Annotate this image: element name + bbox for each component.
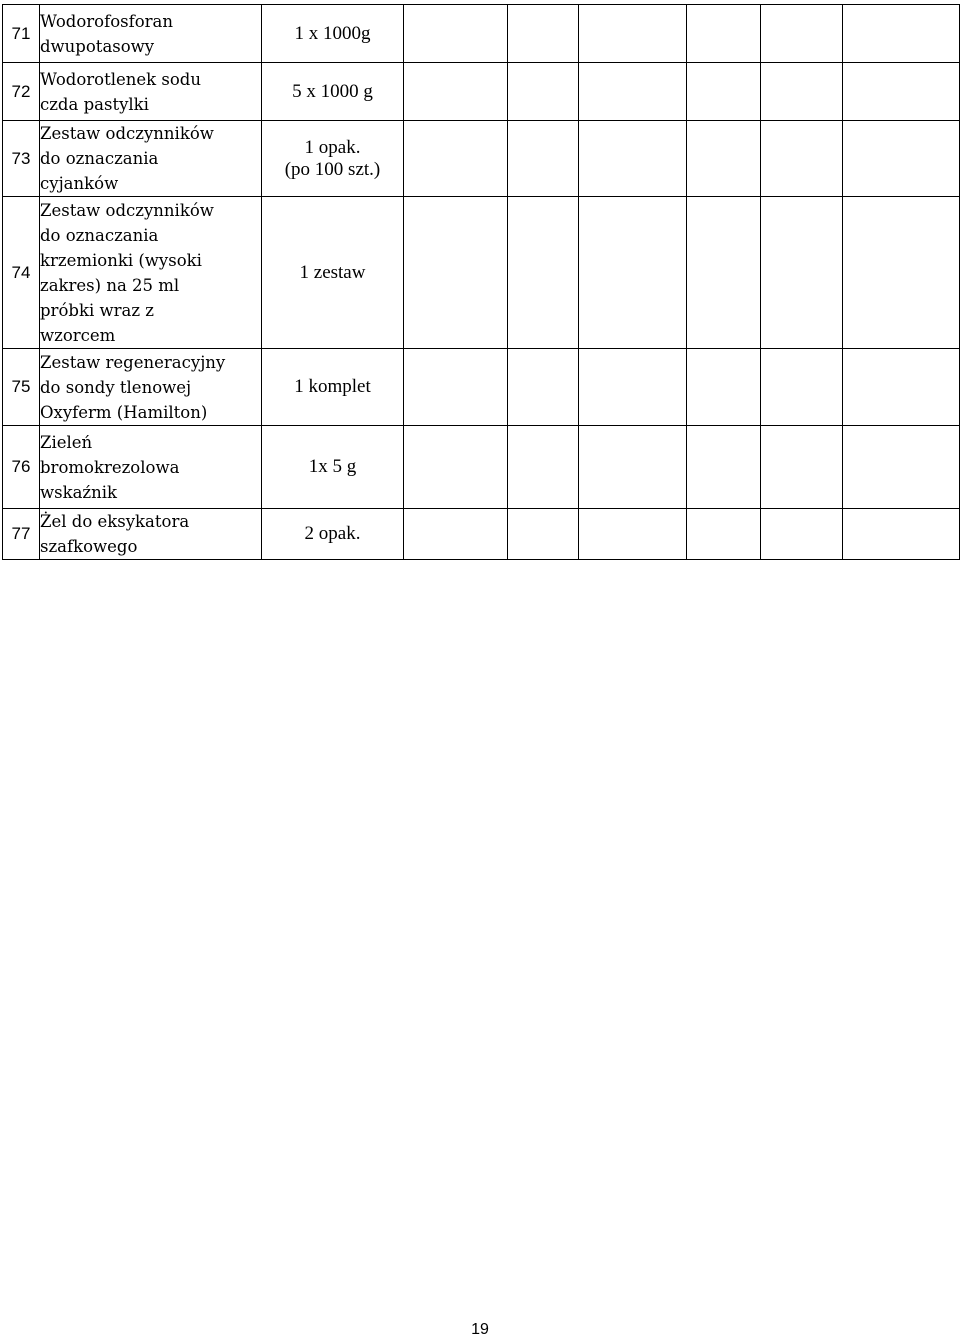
table-row xyxy=(3,509,960,560)
product-name-line: Wodorotlenek sodu xyxy=(40,69,201,89)
product-name xyxy=(40,63,262,121)
empty-cell xyxy=(579,426,687,509)
empty-cell xyxy=(508,121,579,197)
empty-cell xyxy=(687,349,761,426)
empty-cell xyxy=(404,63,508,121)
empty-cell xyxy=(687,63,761,121)
quantity-line: 1 opak. xyxy=(304,136,361,158)
product-name-line: bromokrezolowa xyxy=(40,457,180,477)
quantity-line: (po 100 szt.) xyxy=(284,158,381,180)
empty-cell xyxy=(508,63,579,121)
table-row xyxy=(3,63,960,121)
empty-cell xyxy=(761,63,843,121)
product-name-line: Wodorofosforan xyxy=(40,11,173,31)
quantity xyxy=(262,426,404,509)
product-name-line: próbki wraz z xyxy=(40,300,154,320)
empty-cell xyxy=(761,197,843,349)
product-name-line: do oznaczania xyxy=(40,225,159,245)
product-name-line: dwupotasowy xyxy=(40,36,155,56)
product-name-line: Zestaw odczynników xyxy=(40,200,214,220)
table-row xyxy=(3,121,960,197)
empty-cell xyxy=(404,349,508,426)
product-name-line: krzemionki (wysoki xyxy=(40,250,202,270)
quantity xyxy=(262,5,404,63)
product-name-line: cyjanków xyxy=(40,174,119,193)
empty-cell xyxy=(404,197,508,349)
empty-cell xyxy=(687,121,761,197)
quantity xyxy=(262,349,404,426)
row-number: 72 xyxy=(3,63,40,121)
empty-cell xyxy=(843,5,960,63)
table-row xyxy=(3,5,960,63)
quantity xyxy=(262,121,404,197)
empty-cell xyxy=(508,426,579,509)
product-name-line: do sondy tlenowej xyxy=(40,377,192,397)
product-name-line: wzorcem xyxy=(40,325,116,345)
empty-cell xyxy=(579,5,687,63)
empty-cell xyxy=(579,121,687,197)
row-number: 73 xyxy=(3,121,40,197)
quantity-line: 1x 5 g xyxy=(308,456,357,477)
empty-cell xyxy=(687,426,761,509)
product-name-line: Zieleń xyxy=(40,432,93,452)
row-number: 75 xyxy=(3,349,40,426)
empty-cell xyxy=(508,349,579,426)
empty-cell xyxy=(843,426,960,509)
product-name xyxy=(40,349,262,426)
page-number: 19 xyxy=(471,1321,489,1338)
product-name-line: Żel do eksykatora xyxy=(40,512,190,531)
empty-cell xyxy=(579,197,687,349)
product-name-line: Oxyferm (Hamilton) xyxy=(40,402,208,422)
quantity xyxy=(262,509,404,560)
product-name xyxy=(40,426,262,509)
product-name-line: czda pastylki xyxy=(40,94,149,114)
empty-cell xyxy=(404,509,508,560)
empty-cell xyxy=(404,5,508,63)
empty-cell xyxy=(508,197,579,349)
table-row xyxy=(3,197,960,349)
empty-cell xyxy=(843,509,960,560)
product-name-line: Zestaw odczynników xyxy=(40,124,214,143)
quantity xyxy=(262,197,404,349)
product-name-line: do oznaczania xyxy=(40,149,159,168)
empty-cell xyxy=(843,349,960,426)
product-name xyxy=(40,509,262,560)
empty-cell xyxy=(843,121,960,197)
quantity-line: 1 komplet xyxy=(294,376,371,397)
empty-cell xyxy=(843,197,960,349)
order-table xyxy=(2,4,960,560)
product-name xyxy=(40,5,262,63)
quantity-line: 5 x 1000 g xyxy=(292,80,373,102)
quantity-line: 2 opak. xyxy=(304,523,361,544)
quantity xyxy=(262,63,404,121)
empty-cell xyxy=(579,509,687,560)
empty-cell xyxy=(508,509,579,560)
quantity-line: 1 x 1000g xyxy=(294,22,371,44)
empty-cell xyxy=(687,197,761,349)
row-number: 74 xyxy=(3,197,40,349)
product-name xyxy=(40,197,262,349)
empty-cell xyxy=(761,426,843,509)
empty-cell xyxy=(404,426,508,509)
table-row xyxy=(3,349,960,426)
row-number: 76 xyxy=(3,426,40,509)
table-row xyxy=(3,426,960,509)
product-name-line: Zestaw regeneracyjny xyxy=(40,352,226,372)
row-number: 71 xyxy=(3,5,40,63)
empty-cell xyxy=(761,349,843,426)
empty-cell xyxy=(761,121,843,197)
empty-cell xyxy=(761,5,843,63)
product-name-line: szafkowego xyxy=(40,537,138,556)
empty-cell xyxy=(508,5,579,63)
quantity-line: 1 zestaw xyxy=(299,261,366,283)
product-name xyxy=(40,121,262,197)
empty-cell xyxy=(687,509,761,560)
row-number: 77 xyxy=(3,509,40,560)
product-name-line: wskaźnik xyxy=(40,482,118,502)
empty-cell xyxy=(761,509,843,560)
empty-cell xyxy=(579,63,687,121)
product-name-line: zakres) na 25 ml xyxy=(40,275,180,295)
empty-cell xyxy=(579,349,687,426)
empty-cell xyxy=(843,63,960,121)
empty-cell xyxy=(687,5,761,63)
empty-cell xyxy=(404,121,508,197)
